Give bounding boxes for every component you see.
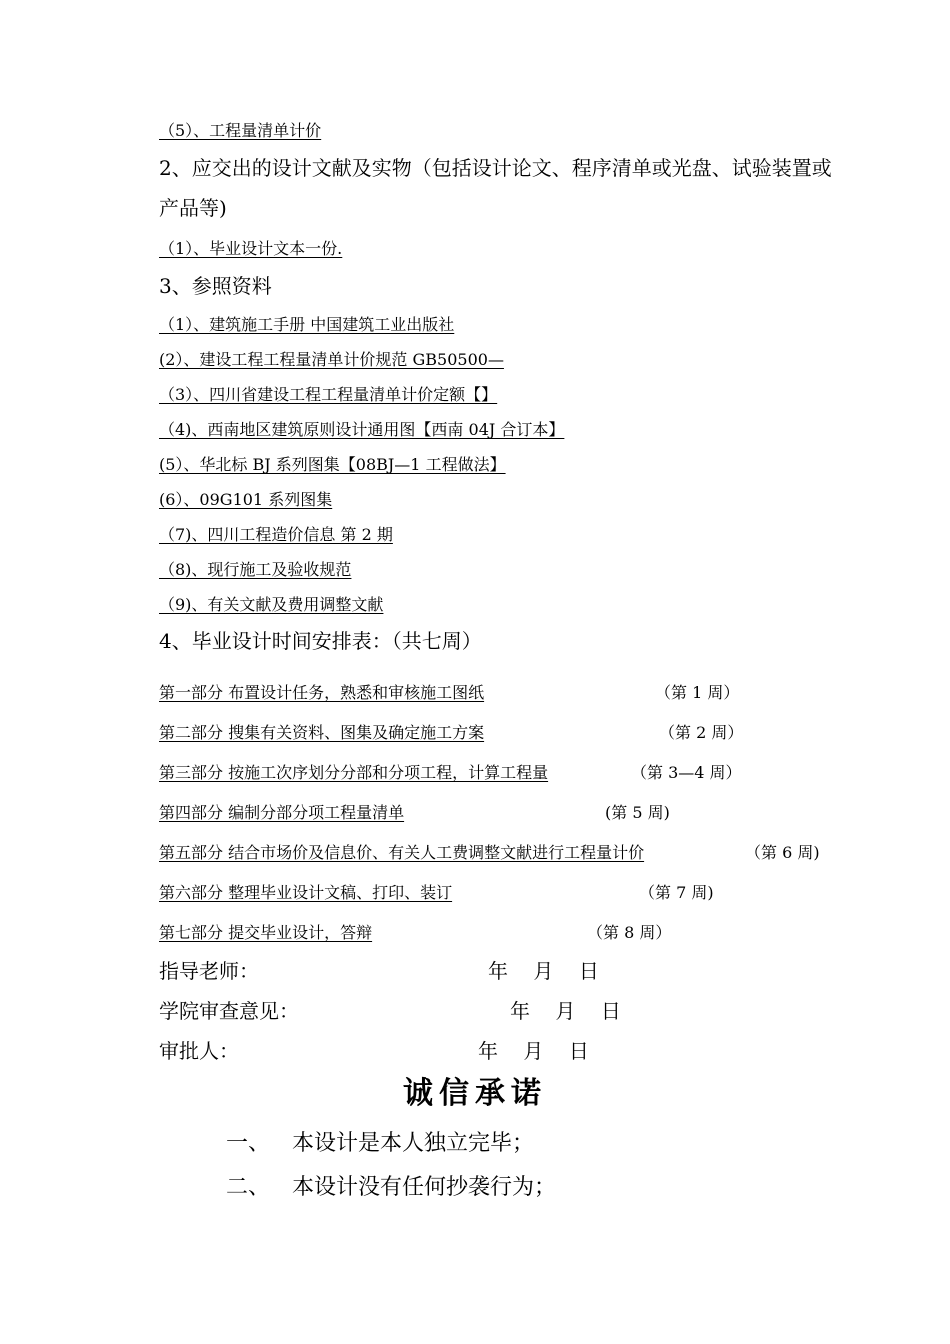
list-item: （4)、西南地区建筑原则设计通用图【西南 04J 合订本】 [159, 420, 565, 439]
schedule-task: 第五部分 结合市场价及信息价、有关人工费调整文献进行工程量计价 [159, 843, 645, 862]
schedule-row [159, 800, 670, 823]
pledge-text: 本设计没有任何抄袭行为； [292, 1175, 557, 1200]
schedule-week: （第 2 周） [659, 723, 744, 742]
schedule-row [159, 880, 714, 903]
schedule-row [159, 840, 820, 863]
list-item: （9)、有关文献及费用调整文献 [159, 595, 384, 614]
signature-date: 年 月 日 [478, 1039, 589, 1063]
signature-label: 学院审查意见： [159, 999, 299, 1023]
list-item: （7)、四川工程造价信息 第 2 期 [159, 525, 393, 544]
schedule-row [159, 760, 742, 783]
pledge-item [226, 1170, 556, 1201]
schedule-task: 第一部分 布置设计任务，熟悉和审核施工图纸 [159, 683, 485, 702]
schedule-task: 第四部分 编制分部分项工程量清单 [159, 803, 405, 822]
schedule-week: (第 5 周) [605, 803, 670, 822]
section4-heading: 4、毕业设计时间安排表：（共七周） [159, 629, 482, 653]
pledge-number: 一、 [226, 1131, 271, 1156]
schedule-task: 第七部分 提交毕业设计，答辩 [159, 923, 373, 942]
schedule-task: 第六部分 整理毕业设计文稿、打印、装订 [159, 883, 453, 902]
pledge-item [226, 1126, 534, 1157]
schedule-week: （第 1 周） [655, 683, 740, 702]
pledge-title: 诚信承诺 [403, 1076, 547, 1111]
schedule-row [159, 680, 740, 703]
schedule-row [159, 920, 672, 943]
schedule-week: （第 7 周) [639, 883, 714, 902]
schedule-week: （第 3—4 周） [631, 763, 742, 782]
schedule-row [159, 720, 744, 743]
signature-date: 年 月 日 [488, 959, 599, 983]
schedule-week: （第 6 周) [745, 843, 820, 862]
list-item: （8)、现行施工及验收规范 [159, 560, 352, 579]
signature-date: 年 月 日 [510, 999, 621, 1023]
list-item: （1）、毕业设计文本一份. [159, 239, 343, 258]
list-item: (2）、建设工程工程量清单计价规范 GB50500— [159, 350, 504, 369]
list-item: (6）、09G101 系列图集 [159, 490, 333, 509]
signature-label: 审批人： [159, 1039, 239, 1063]
list-item: (5）、华北标 BJ 系列图集【08BJ—1 工程做法】 [159, 455, 506, 474]
schedule-task: 第三部分 按施工次序划分分部和分项工程，计算工程量 [159, 763, 549, 782]
list-item: （5）、工程量清单计价 [159, 121, 322, 140]
section2-heading: 2、应交出的设计文献及实物（包括设计论文、程序清单或光盘、试验装置或产品等) [159, 156, 832, 220]
section3-heading: 3、参照资料 [159, 274, 272, 298]
signature-label: 指导老师： [159, 959, 259, 983]
list-item: （3）、四川省建设工程工程量清单计价定额【】 [159, 385, 498, 404]
schedule-task: 第二部分 搜集有关资料、图集及确定施工方案 [159, 723, 485, 742]
list-item: （1）、建筑施工手册 中国建筑工业出版社 [159, 315, 455, 334]
schedule-week: （第 8 周） [587, 923, 672, 942]
pledge-number: 二、 [226, 1175, 271, 1200]
pledge-text: 本设计是本人独立完毕； [292, 1131, 535, 1156]
